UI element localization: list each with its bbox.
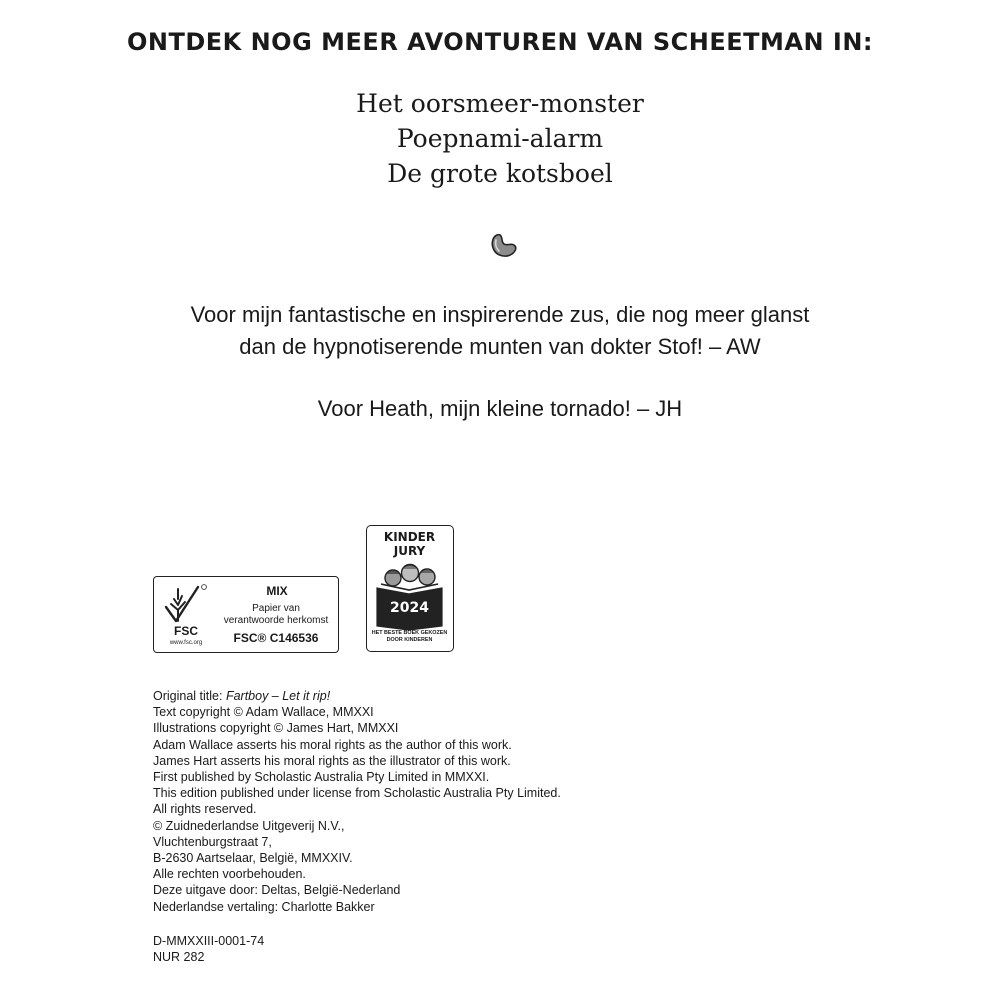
colophon-line: This edition published under license from Scholastic Australia Pty Limited. (153, 786, 561, 801)
book-title: Het oorsmeer-monster (356, 89, 644, 118)
fsc-code: FSC® C146536 (233, 631, 319, 645)
fsc-label (153, 576, 339, 653)
colophon-line: Adam Wallace asserts his moral rights as the author of this work. (153, 737, 512, 752)
colophon-line: Deze uitgave door: Deltas, België-Nederland (153, 883, 401, 898)
colophon-line: B-2630 Aartselaar, België, MMXXIV. (153, 851, 353, 866)
book-title: De grote kotsboel (387, 159, 613, 188)
fsc-url: www.fsc.org (169, 640, 203, 646)
colophon-line: First published by Scholastic Australia Pty Limited in MMXXI. (153, 770, 490, 785)
kinderjury-subtitle-line: DOOR KINDEREN (386, 637, 433, 643)
kinderjury-title-line: KINDER (383, 530, 436, 544)
kinderjury-year: 2024 (390, 600, 429, 616)
colophon-line: © Zuidnederlandse Uitgeverij N.V., (153, 818, 345, 833)
dedication-jh: Voor Heath, mijn kleine tornado! – JH (317, 396, 683, 421)
depot-number: D-MMXXIII-0001-74 (153, 934, 265, 948)
fsc-paper-line: Papier van (252, 603, 300, 614)
colophon-line: James Hart asserts his moral rights as the illustrator of this work. (153, 753, 511, 768)
fsc-logo-text: FSC (174, 624, 198, 638)
fsc-mix-label: MIX (266, 584, 288, 598)
original-title: Fartboy – Let it rip! (225, 689, 331, 703)
page-heading: ONTDEK NOG MEER AVONTUREN VAN SCHEETMAN IN: (126, 28, 874, 56)
original-title-line (153, 688, 561, 704)
book-title: Poepnami-alarm (396, 124, 604, 153)
kinderjury-subtitle-line: HET BESTE BOEK GEKOZEN (371, 630, 448, 636)
dedication-aw (0, 299, 1000, 363)
book-title-list (0, 86, 1000, 191)
kinderjury-title-line: JURY (393, 544, 426, 558)
kinderjury-badge (366, 525, 454, 652)
colophon (153, 688, 561, 915)
colophon-line: Illustrations copyright © James Hart, MMXXI (153, 721, 399, 736)
colophon-line: Nederlandse vertaling: Charlotte Bakker (153, 899, 375, 914)
colophon-line: Vluchtenburgstraat 7, (153, 834, 272, 849)
fsc-paper-line: verantwoorde herkomst (223, 615, 329, 626)
dedication-line: dan de hypnotiserende munten van dokter Stof! – AW (239, 334, 761, 359)
book-codes (153, 933, 264, 965)
colophon-line: All rights reserved. (153, 802, 257, 817)
colophon-line: Alle rechten voorbehouden. (153, 867, 306, 882)
original-title-label: Original title: (153, 689, 226, 703)
bean-icon (490, 231, 518, 259)
fsc-paper-text (212, 603, 340, 627)
dedication-line: Voor mijn fantastische en inspirerende zus, die nog meer glanst (190, 302, 810, 327)
kinderjury-subtitle (367, 630, 452, 644)
colophon-line: Text copyright © Adam Wallace, MMXXI (153, 705, 374, 720)
nur-code: NUR 282 (153, 950, 205, 965)
